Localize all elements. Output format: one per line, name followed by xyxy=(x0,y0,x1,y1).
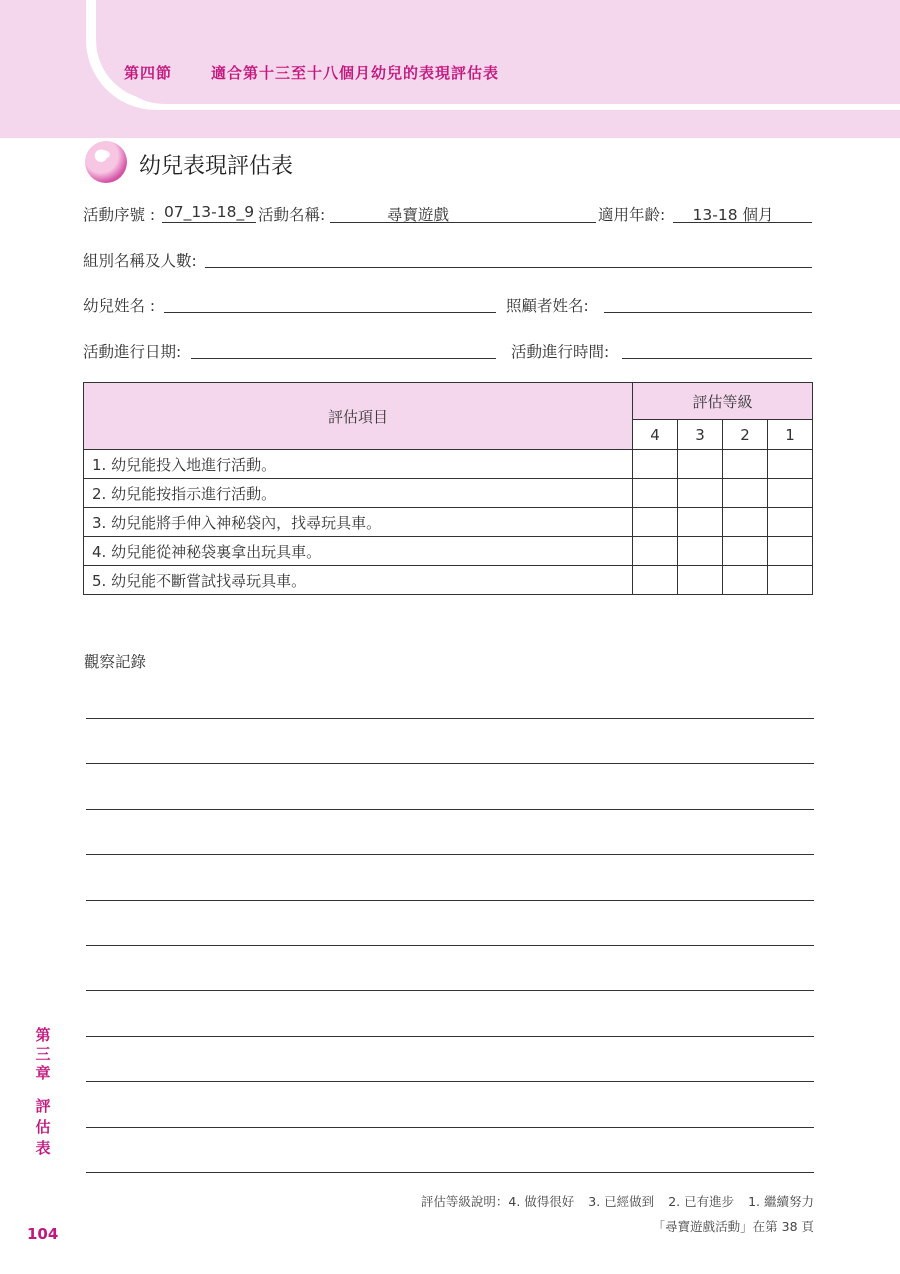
side-topic-char: 表 xyxy=(35,1139,51,1157)
time-field[interactable] xyxy=(622,358,812,359)
legend-item: 2. 已有進步 xyxy=(668,1194,735,1209)
side-topic-char: 評 xyxy=(35,1097,51,1115)
observation-line[interactable] xyxy=(86,990,814,991)
table-row xyxy=(84,479,813,508)
side-chapter-char: 章 xyxy=(35,1064,51,1082)
grade-cell[interactable] xyxy=(678,566,723,595)
side-chapter-label xyxy=(33,1026,53,1083)
activity-no-value: 07_13-18_9 xyxy=(163,203,255,221)
item-text: 4. 幼兒能從神秘袋裏拿出玩具車。 xyxy=(84,537,633,566)
grade-cell[interactable] xyxy=(633,537,678,566)
grade-cell[interactable] xyxy=(723,479,768,508)
time-label: 活動進行時間: xyxy=(511,343,610,361)
grade-header: 評估等級 xyxy=(633,383,813,420)
grade-cell[interactable] xyxy=(723,508,768,537)
ball-highlight xyxy=(96,150,110,159)
section-number: 第四節 xyxy=(124,64,173,82)
observation-line[interactable] xyxy=(86,945,814,946)
side-topic-char: 估 xyxy=(35,1118,51,1136)
grade-cell[interactable] xyxy=(678,537,723,566)
grade-cell[interactable] xyxy=(768,566,813,595)
side-topic-label xyxy=(33,1096,53,1159)
table-row xyxy=(84,508,813,537)
observation-line[interactable] xyxy=(86,718,814,719)
grade-cell[interactable] xyxy=(723,566,768,595)
grade-cell[interactable] xyxy=(678,450,723,479)
date-field[interactable] xyxy=(191,358,496,359)
observation-line[interactable] xyxy=(86,1081,814,1082)
table-row xyxy=(84,566,813,595)
table-row xyxy=(84,537,813,566)
observation-line[interactable] xyxy=(86,763,814,764)
carer-name-field[interactable] xyxy=(604,312,812,313)
grade-4-header: 4 xyxy=(633,420,678,450)
side-chapter-char: 三 xyxy=(35,1045,51,1063)
grade-cell[interactable] xyxy=(633,450,678,479)
table-row xyxy=(84,450,813,479)
legend-title: 評估等級說明： xyxy=(420,1194,509,1209)
observation-line[interactable] xyxy=(86,1127,814,1128)
age-label: 適用年齡: xyxy=(598,206,666,224)
legend-item: 3. 已經做到 xyxy=(588,1194,655,1209)
evaluation-table xyxy=(83,382,813,595)
grade-1-header: 1 xyxy=(768,420,813,450)
activity-name-line xyxy=(330,222,596,223)
activity-no-line xyxy=(162,222,256,223)
observation-line[interactable] xyxy=(86,1036,814,1037)
child-name-label: 幼兒姓名 : xyxy=(83,297,156,315)
items-header: 評估項目 xyxy=(84,383,633,450)
carer-name-label: 照顧者姓名: xyxy=(506,297,589,315)
grade-3-header: 3 xyxy=(678,420,723,450)
form-title: 幼兒表現評估表 xyxy=(139,154,294,179)
grade-cell[interactable] xyxy=(768,508,813,537)
pink-ball-icon xyxy=(85,141,127,183)
page-number: 104 xyxy=(27,1225,59,1243)
age-line xyxy=(673,222,812,223)
grade-cell[interactable] xyxy=(768,450,813,479)
grade-cell[interactable] xyxy=(768,537,813,566)
item-text: 1. 幼兒能投入地進行活動。 xyxy=(84,450,633,479)
activity-reference: 「尋寶遊戲活動」在第 38 頁 xyxy=(652,1219,814,1234)
item-text: 5. 幼兒能不斷嘗試找尋玩具車。 xyxy=(84,566,633,595)
activity-name-value: 尋寶遊戲 xyxy=(386,206,449,224)
grade-cell[interactable] xyxy=(633,566,678,595)
side-chapter-char: 第 xyxy=(35,1026,51,1044)
observation-line[interactable] xyxy=(86,854,814,855)
grade-cell[interactable] xyxy=(633,479,678,508)
grade-cell[interactable] xyxy=(633,508,678,537)
legend-item: 1. 繼續努力 xyxy=(748,1194,814,1209)
legend-item: 4. 做得很好 xyxy=(508,1194,575,1209)
group-field[interactable] xyxy=(205,267,812,268)
grade-cell[interactable] xyxy=(678,508,723,537)
observation-line[interactable] xyxy=(86,900,814,901)
header-inner-band xyxy=(108,0,900,104)
item-text: 2. 幼兒能按指示進行活動。 xyxy=(84,479,633,508)
grade-2-header: 2 xyxy=(723,420,768,450)
grade-cell[interactable] xyxy=(678,479,723,508)
observation-line[interactable] xyxy=(86,1172,814,1173)
group-label: 組別名稱及人數: xyxy=(83,252,197,270)
grade-cell[interactable] xyxy=(723,450,768,479)
child-name-field[interactable] xyxy=(164,312,496,313)
grade-legend xyxy=(421,1192,814,1210)
grade-cell[interactable] xyxy=(723,537,768,566)
observation-label: 觀察記錄 xyxy=(84,653,147,671)
date-label: 活動進行日期: xyxy=(83,343,182,361)
observation-line[interactable] xyxy=(86,809,814,810)
item-text: 3. 幼兒能將手伸入神秘袋內，找尋玩具車。 xyxy=(84,508,633,537)
section-title: 適合第十三至十八個月幼兒的表現評估表 xyxy=(211,64,500,82)
grade-cell[interactable] xyxy=(768,479,813,508)
age-value: 13-18 個月 xyxy=(692,206,774,224)
activity-no-label: 活動序號 : xyxy=(83,206,156,224)
activity-name-label: 活動名稱: xyxy=(258,206,326,224)
